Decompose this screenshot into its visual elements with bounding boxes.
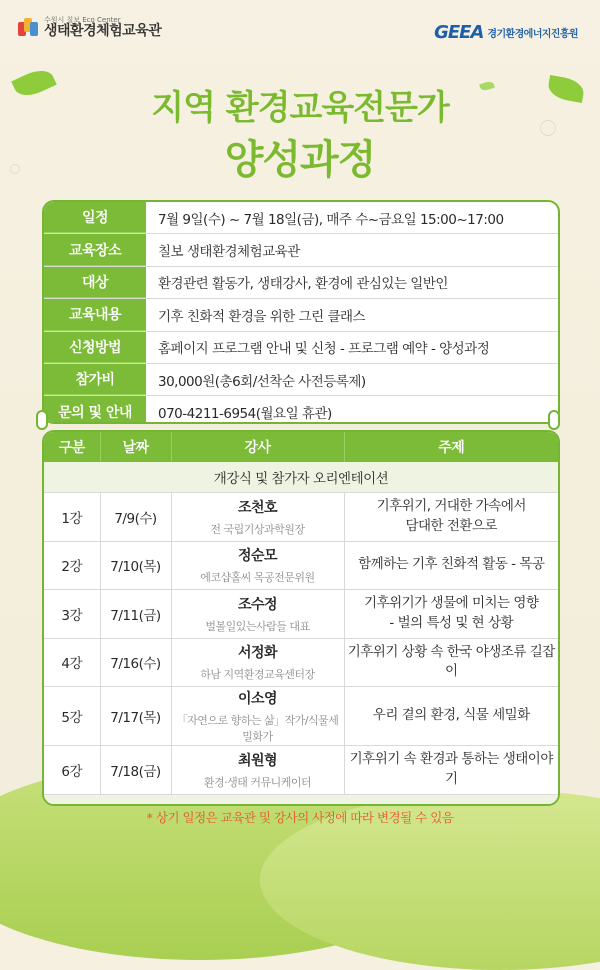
- schedule-table: [44, 432, 558, 806]
- table-row: [44, 541, 558, 590]
- lecturer-cell: [171, 638, 344, 687]
- lecture-topic-cell: [344, 746, 558, 795]
- schedule-table-panel: [42, 430, 560, 806]
- lecturer-role: 벌볼일있는사람들 대표: [205, 619, 310, 633]
- opening-cell: 개강식 및 참가자 오리엔테이션: [44, 462, 558, 493]
- info-label: 신청방법: [44, 332, 146, 363]
- lecture-topic: 기후위기 속 환경과 통하는 생태이야기: [349, 751, 553, 787]
- eco-center-logo-icon: [18, 16, 38, 40]
- table-row: [44, 590, 558, 639]
- lecture-date: 7/18(금): [100, 746, 171, 795]
- column-header: 날짜: [100, 432, 171, 462]
- lecture-topic-cell: [344, 590, 558, 639]
- lecturer-name: 정순모: [237, 548, 278, 565]
- lecture-date: 7/9(수): [100, 493, 171, 542]
- opening-row: [44, 462, 558, 493]
- lecture-topic-cell: [344, 687, 558, 746]
- binder-ring-left: [36, 410, 48, 430]
- info-value: 7월 9일(수) ~ 7월 18일(금), 매주 수~금요일 15:00~17:00: [158, 211, 504, 228]
- lecture-number: 4강: [44, 638, 100, 687]
- info-label: 교육장소: [44, 234, 146, 265]
- lecturer-role: 전 국립기상과학원장: [210, 522, 305, 536]
- lecture-date: 7/10(목): [100, 541, 171, 590]
- lecture-number: 1강: [44, 493, 100, 542]
- geea-logo-text: 경기환경에너지진흥원: [487, 29, 578, 40]
- column-header: 주제: [344, 432, 558, 462]
- info-row-fee: [44, 364, 558, 396]
- lecturer-role: 「자연으로 향하는 삶」작가/식물세밀화가: [176, 714, 339, 743]
- info-panel: [42, 200, 560, 424]
- lecturer-name: 이소영: [237, 691, 278, 707]
- closing-row: [44, 794, 558, 806]
- lecture-date: 7/17(목): [100, 687, 171, 746]
- lecture-topic-cell: [344, 638, 558, 687]
- column-header: 강사: [171, 432, 344, 462]
- info-label: 교육내용: [44, 299, 146, 330]
- lecture-date: 7/16(수): [100, 638, 171, 687]
- lecturer-name: 조수정: [237, 596, 278, 613]
- table-row: [44, 493, 558, 542]
- logo-name: 생태환경체험교육관: [44, 23, 162, 40]
- lecturer-cell: [171, 746, 344, 795]
- info-label: 일정: [44, 202, 146, 233]
- lecture-topic-cell: [344, 493, 558, 542]
- table-row: [44, 687, 558, 746]
- eco-center-logo: [18, 16, 161, 40]
- table-row: [44, 746, 558, 795]
- info-value: 30,000원(총6회/선착순 사전등록제): [158, 373, 366, 390]
- lecturer-cell: [171, 541, 344, 590]
- geea-logo-mark: GEEA: [434, 22, 484, 43]
- lecturer-cell: [171, 687, 344, 746]
- lecture-date: 7/11(금): [100, 590, 171, 639]
- column-header: 구분: [44, 432, 100, 462]
- info-row-schedule: [44, 202, 558, 234]
- header: [0, 10, 600, 50]
- footnote: * 상기 일정은 교육관 및 강사의 사정에 따라 변경될 수 있음: [146, 810, 454, 825]
- page-title-line1: 지역 환경교육전문가: [151, 88, 449, 128]
- lecture-topic: 기후위기, 거대한 가속에서 담대한 전환으로: [376, 498, 526, 534]
- table-header-row: [44, 432, 558, 462]
- lecturer-role: 하남 지역환경교육센터장: [200, 668, 315, 682]
- info-value: 환경관련 활동가, 생태강사, 환경에 관심있는 일반인: [158, 276, 448, 293]
- info-row-application: [44, 332, 558, 364]
- info-label: 문의 및 안내: [44, 396, 146, 424]
- info-value: 홈페이지 프로그램 안내 및 신청 - 프로그램 예약 - 양성과정: [158, 341, 490, 358]
- info-row-target: [44, 267, 558, 299]
- lecture-topic: 기후위기 상황 속 한국 야생조류 길잡이: [347, 643, 555, 680]
- info-row-contact: [44, 396, 558, 424]
- logo-subtitle: 수원시 칠보 Eco Center: [44, 15, 121, 24]
- lecture-number: 6강: [44, 746, 100, 795]
- info-value: 기후 친화적 환경을 위한 그린 클래스: [158, 308, 366, 325]
- lecture-topic-cell: [344, 541, 558, 590]
- lecturer-name: 서정화: [237, 645, 278, 662]
- lecture-topic: 기후위기가 생물에 미치는 영향 - 벌의 특성 및 현 상황: [364, 595, 539, 631]
- table-row: [44, 638, 558, 687]
- page-title-line2: 양성과정: [224, 137, 376, 183]
- info-value: 070-4211-6954(월요일 휴관): [158, 406, 332, 423]
- lecture-topic: 함께하는 기후 친화적 활동 - 목공: [358, 556, 545, 573]
- info-label: 대상: [44, 267, 146, 298]
- lecturer-role: 에코샵홀씨 목공전문위원: [200, 571, 315, 585]
- info-row-content: [44, 299, 558, 331]
- binder-ring-right: [548, 410, 560, 430]
- closing-cell: [44, 794, 558, 806]
- info-label: 참가비: [44, 364, 146, 395]
- info-row-location: [44, 234, 558, 266]
- lecture-number: 5강: [44, 687, 100, 746]
- lecture-number: 2강: [44, 541, 100, 590]
- info-value: 칠보 생태환경체험교육관: [158, 244, 300, 261]
- geea-logo: [434, 22, 578, 43]
- lecturer-name: 최원형: [237, 752, 278, 769]
- lecturer-name: 조천호: [237, 499, 278, 516]
- lecturer-role: 환경·생태 커뮤니케이터: [203, 775, 312, 789]
- lecturer-cell: [171, 590, 344, 639]
- lecture-number: 3강: [44, 590, 100, 639]
- lecturer-cell: [171, 493, 344, 542]
- lecture-topic: 우리 곁의 환경, 식물 세밀화: [372, 707, 530, 724]
